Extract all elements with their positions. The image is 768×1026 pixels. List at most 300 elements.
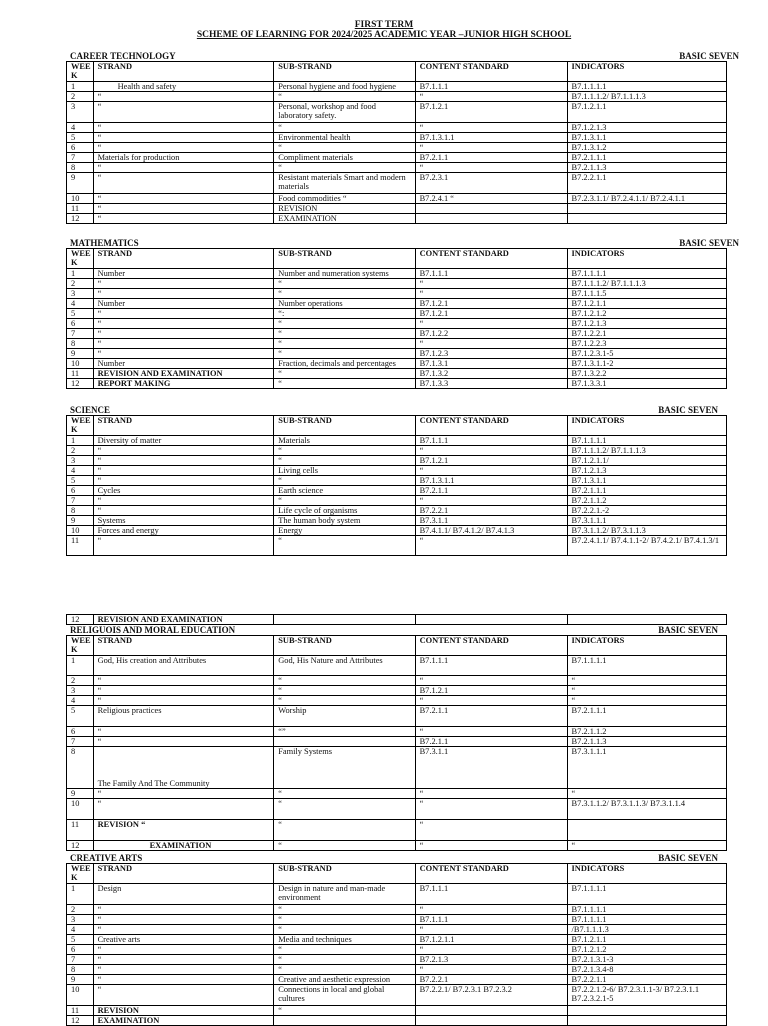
sub-strand-cell: “ — [274, 339, 415, 349]
section-level: BASIC SEVEN — [658, 853, 718, 863]
strand-cell: “ — [93, 466, 274, 476]
week-cell: 5 — [67, 309, 94, 319]
strand-cell: “ — [93, 925, 274, 935]
table-row — [67, 153, 727, 163]
indicators-cell: /B7.1.1.1.3 — [567, 925, 726, 935]
content-standard-cell — [415, 1006, 567, 1016]
indicators-cell: B7.2.2.1.-2 — [567, 506, 726, 516]
table-row — [67, 789, 727, 799]
strand-cell: REPORT MAKING — [93, 379, 274, 389]
indicators-cell: B7.2.1.3.1-3 — [567, 955, 726, 965]
sub-strand-cell — [274, 737, 415, 747]
content-standard-cell: “ — [415, 727, 567, 737]
column-header: STRAND — [93, 62, 274, 82]
week-cell: 8 — [67, 163, 94, 173]
week-cell: 10 — [67, 194, 94, 204]
week-cell: 11 — [67, 820, 94, 841]
indicators-cell: B7.2.1.1.3 — [567, 163, 726, 173]
content-standard-cell: B7.1.2.1.1 — [415, 935, 567, 945]
indicators-cell: B7.1.1.1.2/ B7.1.1.1.3 — [567, 279, 726, 289]
indicators-cell: B7.2.1.1.1 — [567, 486, 726, 496]
week-cell: 7 — [67, 737, 94, 747]
indicators-cell: B7.1.2.2.1 — [567, 329, 726, 339]
content-standard-cell — [415, 1016, 567, 1026]
content-standard-cell: “ — [415, 446, 567, 456]
strand-cell: “ — [93, 446, 274, 456]
content-standard-cell: B7.2.2.1/ B7.2.3.1 B7.2.3.2 — [415, 985, 567, 1006]
week-cell: 7 — [67, 955, 94, 965]
column-header: SUB-STRAND — [274, 62, 415, 82]
strand-cell: “ — [93, 799, 274, 820]
table-row — [67, 727, 727, 737]
table-row — [67, 194, 727, 204]
strand-cell: “ — [93, 92, 274, 102]
indicators-cell: B7.1.2.1.3 — [567, 466, 726, 476]
week-cell: 5 — [67, 935, 94, 945]
content-standard-cell — [415, 615, 567, 625]
strand-cell: “ — [93, 955, 274, 965]
content-standard-cell: B7.1.2.2 — [415, 329, 567, 339]
content-standard-cell: B7.1.1.1 — [415, 269, 567, 279]
sub-strand-cell: “ — [274, 369, 415, 379]
week-cell: 6 — [67, 319, 94, 329]
week-cell: 4 — [67, 466, 94, 476]
scheme-table — [66, 635, 727, 851]
content-standard-cell: “ — [415, 289, 567, 299]
indicators-cell: B7.1.1.1.1 — [567, 269, 726, 279]
content-standard-cell: B7.2.2.1 — [415, 506, 567, 516]
sub-strand-cell: EXAMINATION — [274, 214, 415, 224]
indicators-cell: B7.1.1.1.2/ B7.1.1.1.3 — [567, 92, 726, 102]
content-standard-cell: “ — [415, 965, 567, 975]
table-header-row — [67, 249, 727, 269]
section-math — [70, 238, 739, 389]
content-standard-cell: B7.1.2.1 — [415, 102, 567, 123]
section-level: BASIC SEVEN — [658, 405, 718, 415]
indicators-cell: B7.3.1.1.1 — [567, 747, 726, 789]
sub-strand-cell: “ — [274, 163, 415, 173]
indicators-cell: B7.1.3.1.2 — [567, 143, 726, 153]
strand-cell: “ — [93, 506, 274, 516]
week-cell: 11 — [67, 204, 94, 214]
strand-cell: “ — [93, 536, 274, 556]
table-row — [67, 985, 727, 1006]
strand-cell: “ — [93, 289, 274, 299]
sub-strand-cell: “ — [274, 820, 415, 841]
content-standard-cell: B7.1.1.1 — [415, 436, 567, 446]
strand-cell: REVISION “ — [93, 820, 274, 841]
strand-cell: REVISION — [93, 1006, 274, 1016]
content-standard-cell: “ — [415, 496, 567, 506]
section-name: CAREER TECHNOLOGY — [70, 51, 176, 61]
sub-strand-cell: “ — [274, 456, 415, 466]
indicators-cell: B7.1.2.1.1 — [567, 102, 726, 123]
week-cell: 9 — [67, 789, 94, 799]
column-header: CONTENT STANDARD — [415, 864, 567, 884]
section-career — [70, 51, 739, 224]
indicators-cell — [567, 204, 726, 214]
strand-cell: Forces and energy — [93, 526, 274, 536]
indicators-cell: B7.1.1.1.1 — [567, 884, 726, 905]
content-standard-cell: B7.2.1.1 — [415, 486, 567, 496]
content-standard-cell: “ — [415, 696, 567, 706]
week-cell: 3 — [67, 686, 94, 696]
strand-cell: “ — [93, 965, 274, 975]
content-standard-cell: B7.1.2.1 — [415, 456, 567, 466]
content-standard-cell: “ — [415, 820, 567, 841]
strand-cell: “ — [93, 456, 274, 466]
strand-cell: “ — [93, 214, 274, 224]
table-row — [67, 466, 727, 476]
section-rme — [70, 625, 730, 851]
week-cell: 6 — [67, 486, 94, 496]
sub-strand-cell: “ — [274, 965, 415, 975]
sub-strand-cell: Resistant materials Smart and modern materials — [274, 173, 415, 194]
strand-cell: “ — [93, 279, 274, 289]
table-row — [67, 706, 727, 727]
strand-cell: Materials for production — [93, 153, 274, 163]
table-row — [67, 506, 727, 516]
content-standard-cell: B7.2.2.1 — [415, 975, 567, 985]
sub-strand-cell: “ — [274, 686, 415, 696]
strand-cell: Religious practices — [93, 706, 274, 727]
strand-cell: “ — [93, 204, 274, 214]
week-cell: 9 — [67, 349, 94, 359]
content-standard-cell: “ — [415, 945, 567, 955]
week-cell: 6 — [67, 727, 94, 737]
column-header: WEE K — [67, 62, 94, 82]
table-row — [67, 486, 727, 496]
content-standard-cell: B7.1.3.3 — [415, 379, 567, 389]
content-standard-cell: “ — [415, 905, 567, 915]
sub-strand-cell: “ — [274, 476, 415, 486]
indicators-cell: B7.1.3.1.1 — [567, 133, 726, 143]
strand-cell: EXAMINATION — [93, 1016, 274, 1026]
sub-strand-cell: Fraction, decimals and percentages — [274, 359, 415, 369]
column-header: INDICATORS — [567, 249, 726, 269]
table-row — [67, 884, 727, 905]
strand-cell: EXAMINATION — [93, 841, 274, 851]
column-header: INDICATORS — [567, 636, 726, 656]
sub-strand-cell: “ — [274, 945, 415, 955]
content-standard-cell: “ — [415, 339, 567, 349]
week-cell: 1 — [67, 656, 94, 676]
table-row — [67, 965, 727, 975]
content-standard-cell: “ — [415, 279, 567, 289]
content-standard-cell: B7.2.1.1 — [415, 737, 567, 747]
content-standard-cell: B7.3.1.1 — [415, 516, 567, 526]
content-standard-cell: “ — [415, 536, 567, 556]
table-header-row — [67, 416, 727, 436]
column-header: CONTENT STANDARD — [415, 249, 567, 269]
table-row — [67, 496, 727, 506]
content-standard-cell: “ — [415, 799, 567, 820]
content-standard-cell: B7.2.4.1 “ — [415, 194, 567, 204]
column-header: STRAND — [93, 864, 274, 884]
scheme-table — [66, 415, 727, 556]
week-cell: 3 — [67, 456, 94, 466]
indicators-cell: B7.1.1.1.2/ B7.1.1.1.3 — [567, 446, 726, 456]
table-row — [67, 456, 727, 466]
sub-strand-cell: “ — [274, 799, 415, 820]
table-row — [67, 123, 727, 133]
column-header: CONTENT STANDARD — [415, 62, 567, 82]
strand-cell: “ — [93, 905, 274, 915]
table-row — [67, 309, 727, 319]
section-science — [70, 405, 730, 556]
strand-cell: “ — [93, 102, 274, 123]
sub-strand-cell: “ — [274, 536, 415, 556]
week-cell: 6 — [67, 945, 94, 955]
sub-strand-cell: Materials — [274, 436, 415, 446]
week-cell: 10 — [67, 526, 94, 536]
content-standard-cell: B7.1.2.1 — [415, 299, 567, 309]
content-standard-cell: “ — [415, 789, 567, 799]
week-cell: 1 — [67, 82, 94, 92]
strand-cell: Number — [93, 299, 274, 309]
content-standard-cell: B7.2.3.1 — [415, 173, 567, 194]
week-cell: 5 — [67, 476, 94, 486]
column-header: INDICATORS — [567, 62, 726, 82]
week-cell: 2 — [67, 676, 94, 686]
week-cell: 2 — [67, 905, 94, 915]
section-science-continued — [70, 614, 730, 625]
column-header: WEE K — [67, 864, 94, 884]
strand-cell: “ — [93, 339, 274, 349]
content-standard-cell: B7.1.2.3 — [415, 349, 567, 359]
strand-cell: Number — [93, 269, 274, 279]
sub-strand-cell: Design in nature and man-made environment — [274, 884, 415, 905]
sub-strand-cell: “ — [274, 841, 415, 851]
week-cell: 11 — [67, 536, 94, 556]
sub-strand-cell: “ — [274, 1006, 415, 1016]
strand-cell: “ — [93, 915, 274, 925]
week-cell: 1 — [67, 269, 94, 279]
indicators-cell — [567, 1016, 726, 1026]
strand-cell: Diversity of matter — [93, 436, 274, 446]
sub-strand-cell: “ — [274, 329, 415, 339]
week-cell: 12 — [67, 379, 94, 389]
table-row — [67, 289, 727, 299]
table-row — [67, 214, 727, 224]
table-row — [67, 799, 727, 820]
week-cell: 11 — [67, 1006, 94, 1016]
table-row — [67, 676, 727, 686]
strand-cell: “ — [93, 194, 274, 204]
indicators-cell: B7.1.3.1.1 — [567, 476, 726, 486]
table-row — [67, 696, 727, 706]
table-row — [67, 536, 727, 556]
column-header: STRAND — [93, 416, 274, 436]
table-row — [67, 747, 727, 789]
content-standard-cell: B7.1.1.1 — [415, 884, 567, 905]
table-row — [67, 476, 727, 486]
week-cell: 12 — [67, 214, 94, 224]
column-header: SUB-STRAND — [274, 864, 415, 884]
strand-cell: “ — [93, 123, 274, 133]
column-header: STRAND — [93, 249, 274, 269]
strand-cell: “ — [93, 727, 274, 737]
sub-strand-cell: “ — [274, 955, 415, 965]
week-cell: 8 — [67, 965, 94, 975]
content-standard-cell: “ — [415, 143, 567, 153]
week-cell: 1 — [67, 884, 94, 905]
strand-cell: Creative arts — [93, 935, 274, 945]
content-standard-cell: “ — [415, 123, 567, 133]
sub-strand-cell: Number operations — [274, 299, 415, 309]
sub-strand-cell: “ — [274, 379, 415, 389]
sub-strand-cell: Number and numeration systems — [274, 269, 415, 279]
week-cell: 7 — [67, 153, 94, 163]
section-name: RELIGUOIS AND MORAL EDUCATION — [70, 625, 236, 635]
column-header: STRAND — [93, 636, 274, 656]
table-row — [67, 945, 727, 955]
strand-cell: Systems — [93, 516, 274, 526]
table-row — [67, 615, 727, 625]
column-header: WEE K — [67, 416, 94, 436]
content-standard-cell: “ — [415, 319, 567, 329]
table-row — [67, 92, 727, 102]
week-cell: 2 — [67, 92, 94, 102]
strand-cell: Design — [93, 884, 274, 905]
table-row — [67, 269, 727, 279]
sub-strand-cell — [274, 615, 415, 625]
strand-cell: REVISION AND EXAMINATION — [93, 369, 274, 379]
section-level: BASIC SEVEN — [679, 51, 739, 61]
indicators-cell: B7.2.2.1.2-6/ B7.2.3.1.1-3/ B7.2.3.1.1 B7.2.3.2.1-5 — [567, 985, 726, 1006]
table-row — [67, 329, 727, 339]
indicators-cell: B7.1.3.1.1-2 — [567, 359, 726, 369]
indicators-cell: B7.2.1.3.4-8 — [567, 965, 726, 975]
week-cell: 10 — [67, 799, 94, 820]
table-row — [67, 656, 727, 676]
indicators-cell: B7.2.1.1.1 — [567, 153, 726, 163]
indicators-cell: B7.1.2.1.1 — [567, 935, 726, 945]
indicators-cell: “ — [567, 686, 726, 696]
indicators-cell: “ — [567, 789, 726, 799]
week-cell: 1 — [67, 436, 94, 446]
content-standard-cell: B7.1.2.1 — [415, 309, 567, 319]
sub-strand-cell: “ — [274, 289, 415, 299]
content-standard-cell: B7.3.1.1 — [415, 747, 567, 789]
indicators-cell: B7.1.1.1.1 — [567, 905, 726, 915]
table-header-row — [67, 636, 727, 656]
sub-strand-cell: Family Systems — [274, 747, 415, 789]
strand-cell: “ — [93, 329, 274, 339]
strand-cell: “ — [93, 985, 274, 1006]
content-standard-cell: “ — [415, 466, 567, 476]
strand-cell: God, His creation and Attributes — [93, 656, 274, 676]
content-standard-cell: B7.1.3.1.1 — [415, 476, 567, 486]
sub-strand-cell: “ — [274, 789, 415, 799]
strand-cell: “ — [93, 975, 274, 985]
week-cell: 5 — [67, 133, 94, 143]
strand-cell: “ — [93, 173, 274, 194]
week-cell: 4 — [67, 696, 94, 706]
table-row — [67, 905, 727, 915]
table-row — [67, 173, 727, 194]
indicators-cell: B7.1.3.2.2 — [567, 369, 726, 379]
indicators-cell: B7.3.1.1.2/ B7.3.1.1.3/ B7.3.1.1.4 — [567, 799, 726, 820]
strand-cell: “ — [93, 319, 274, 329]
strand-cell: “ — [93, 133, 274, 143]
content-standard-cell: B7.2.1.1 — [415, 706, 567, 727]
indicators-cell: B7.2.2.1.1 — [567, 975, 726, 985]
strand-cell: “ — [93, 143, 274, 153]
week-cell: 4 — [67, 925, 94, 935]
strand-cell: “ — [93, 737, 274, 747]
indicators-cell: B7.1.1.1.1 — [567, 82, 726, 92]
indicators-cell: B7.1.2.1.3 — [567, 123, 726, 133]
sub-strand-cell: The human body system — [274, 516, 415, 526]
strand-cell: “ — [93, 696, 274, 706]
week-cell: 10 — [67, 359, 94, 369]
indicators-cell: B7.1.1.1.1 — [567, 915, 726, 925]
sub-strand-cell: Personal, workshop and food laboratory safety. — [274, 102, 415, 123]
sub-strand-cell: Life cycle of organisms — [274, 506, 415, 516]
sub-strand-cell: “ — [274, 92, 415, 102]
table-row — [67, 975, 727, 985]
week-cell: 10 — [67, 985, 94, 1006]
column-header: SUB-STRAND — [274, 636, 415, 656]
table-row — [67, 82, 727, 92]
week-cell: 5 — [67, 706, 94, 727]
sub-strand-cell: “ — [274, 496, 415, 506]
strand-cell: Cycles — [93, 486, 274, 496]
strand-cell: Health and safety — [93, 82, 274, 92]
sub-strand-cell: “ — [274, 905, 415, 915]
table-row — [67, 841, 727, 851]
indicators-cell: B7.2.1.1.2 — [567, 496, 726, 506]
table-row — [67, 279, 727, 289]
content-standard-cell — [415, 204, 567, 214]
sub-strand-cell: “: — [274, 309, 415, 319]
indicators-cell: “ — [567, 676, 726, 686]
column-header: SUB-STRAND — [274, 416, 415, 436]
column-header: SUB-STRAND — [274, 249, 415, 269]
sub-strand-cell: Connections in local and global cultures — [274, 985, 415, 1006]
section-name: SCIENCE — [70, 405, 111, 415]
section-name: CREATIVE ARTS — [70, 853, 143, 863]
table-row — [67, 686, 727, 696]
scheme-table — [66, 863, 727, 1026]
column-header: WEE K — [67, 636, 94, 656]
indicators-cell: B7.1.2.1.3 — [567, 319, 726, 329]
table-row — [67, 955, 727, 965]
indicators-cell: B7.3.1.1.2/ B7.3.1.1.3 — [567, 526, 726, 536]
indicators-cell — [567, 615, 726, 625]
sub-strand-cell: REVISION — [274, 204, 415, 214]
strand-cell: “ — [93, 686, 274, 696]
indicators-cell: B7.2.1.1.3 — [567, 737, 726, 747]
indicators-cell: B7.2.2.1.1 — [567, 173, 726, 194]
week-cell: 4 — [67, 123, 94, 133]
sub-strand-cell: “ — [274, 696, 415, 706]
scheme-table — [66, 614, 727, 625]
indicators-cell: B7.1.1.1.5 — [567, 289, 726, 299]
section-level: BASIC SEVEN — [658, 625, 718, 635]
strand-cell: Number — [93, 359, 274, 369]
table-row — [67, 516, 727, 526]
content-standard-cell — [415, 214, 567, 224]
week-cell: 2 — [67, 446, 94, 456]
indicators-cell: B7.1.2.1.2 — [567, 309, 726, 319]
indicators-cell — [567, 214, 726, 224]
content-standard-cell: B7.1.3.1.1 — [415, 133, 567, 143]
section-level: BASIC SEVEN — [679, 238, 739, 248]
indicators-cell: B7.1.2.1.2 — [567, 945, 726, 955]
content-standard-cell: B7.4.1.1/ B7.4.1.2/ B7.4.1.3 — [415, 526, 567, 536]
